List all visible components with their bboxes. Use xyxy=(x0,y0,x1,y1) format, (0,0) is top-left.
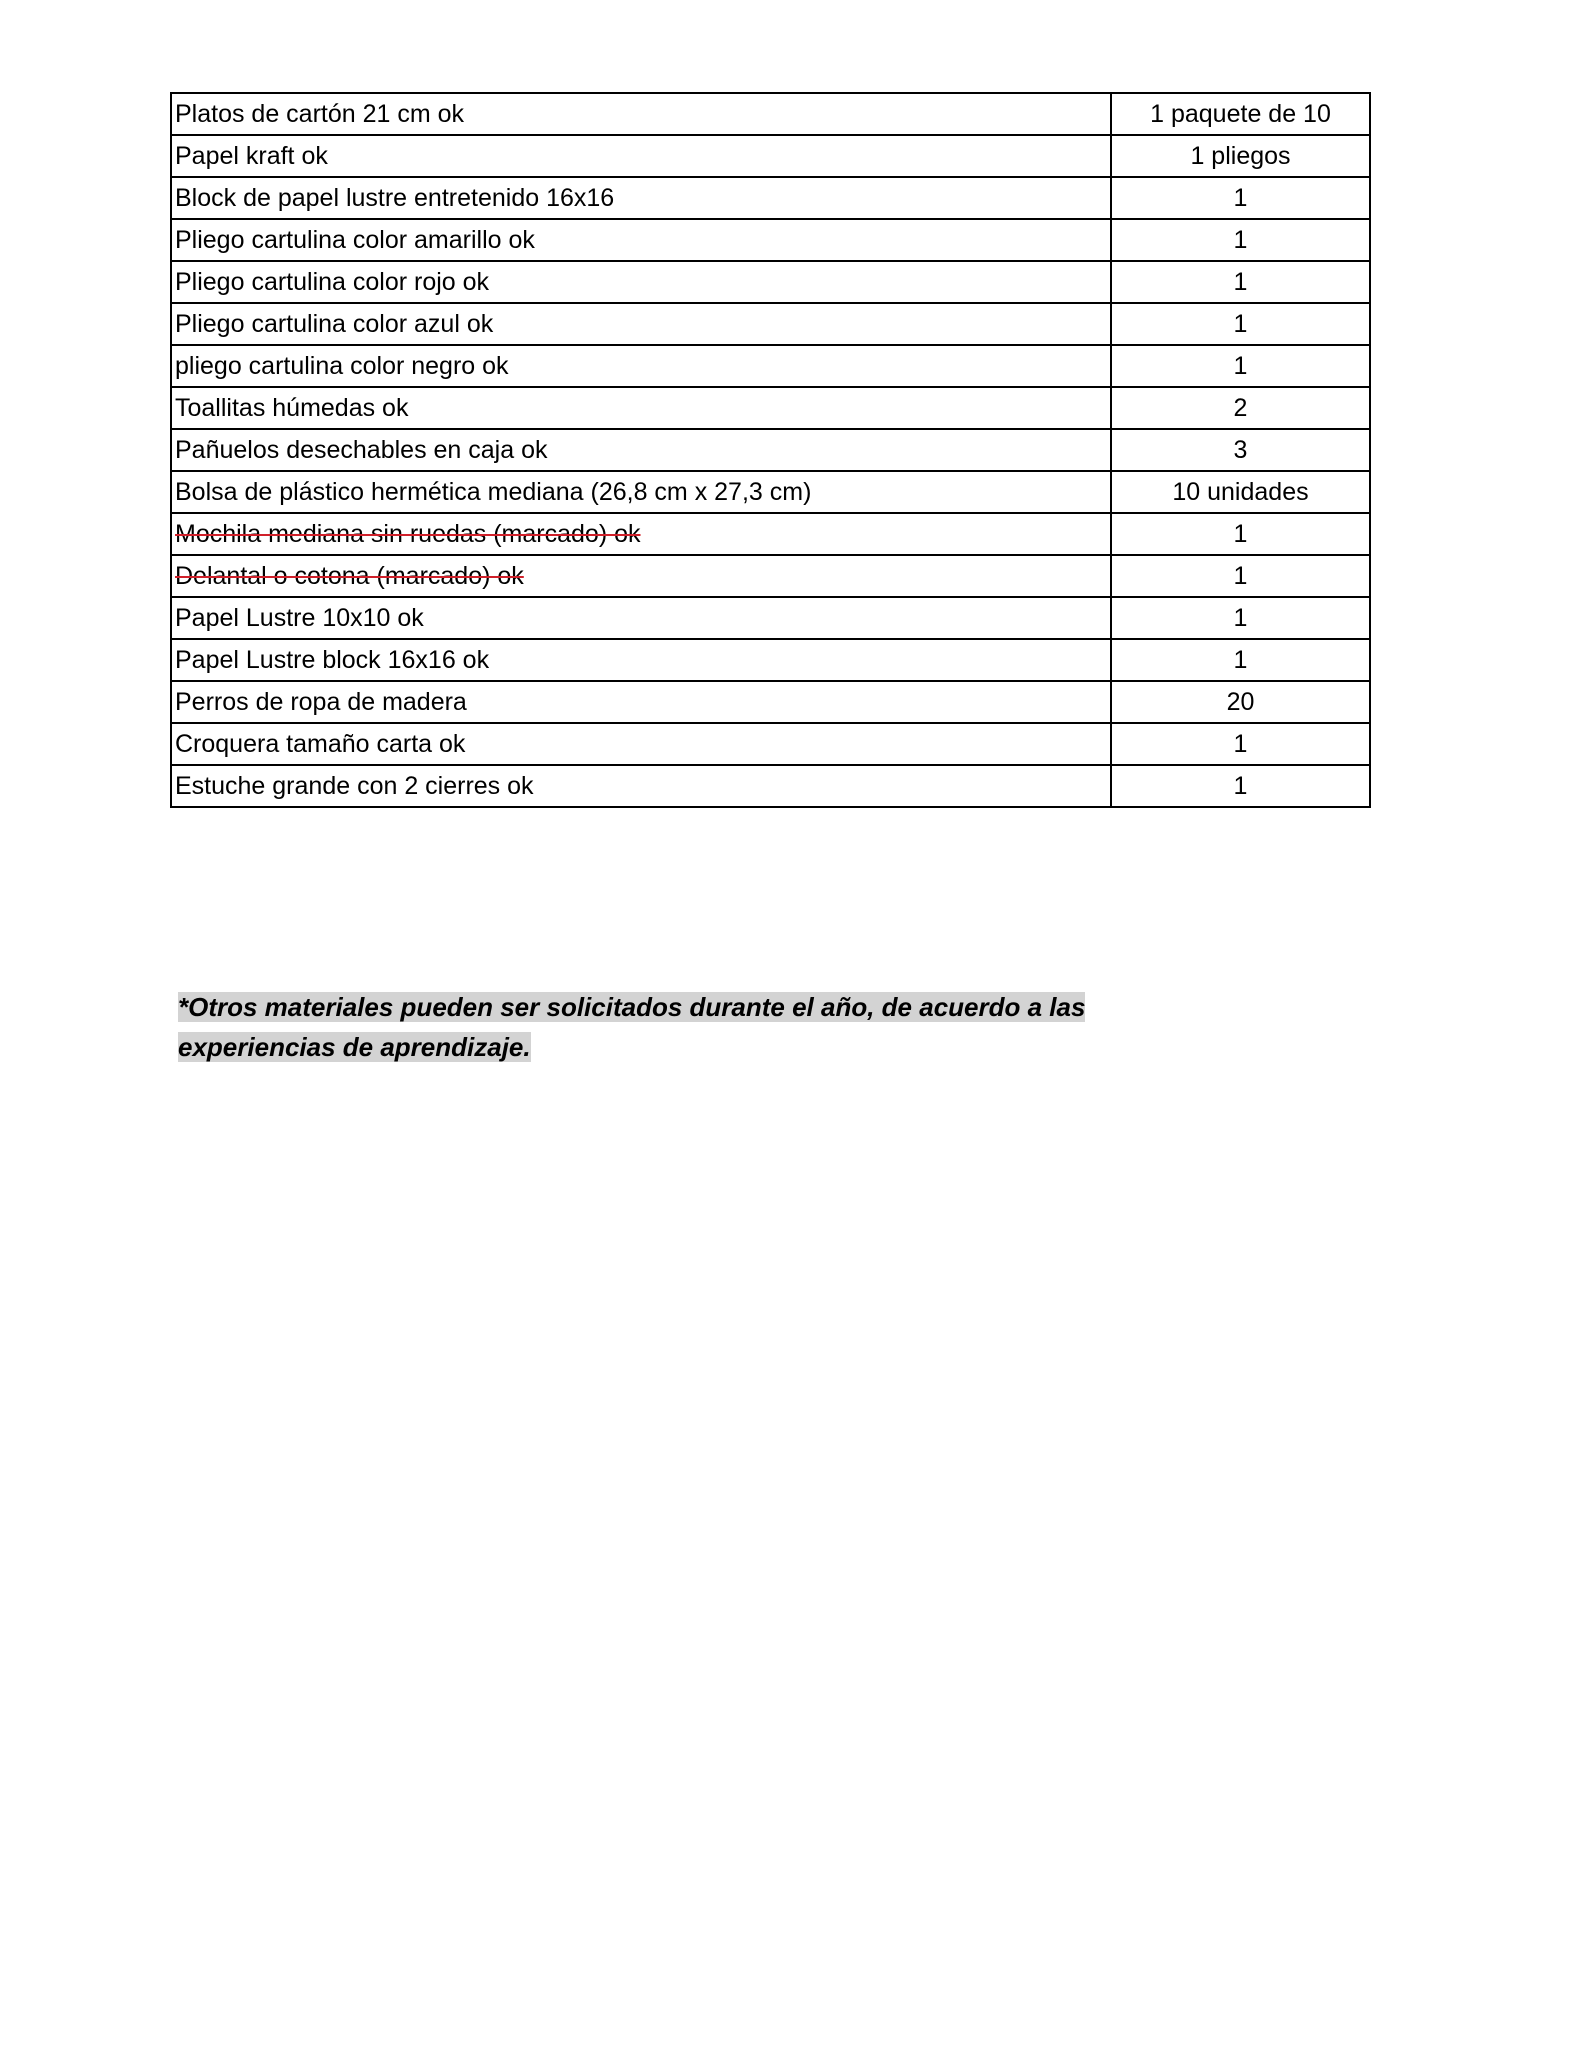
item-cell xyxy=(171,681,1111,723)
table-row xyxy=(171,765,1370,807)
table-row-struck xyxy=(171,513,1370,555)
item-cell xyxy=(171,387,1111,429)
quantity-cell: 2 xyxy=(1111,387,1370,429)
table-row xyxy=(171,93,1370,135)
item-text: Estuche grande con 2 cierres ok xyxy=(175,772,534,800)
quantity-cell: 1 xyxy=(1111,723,1370,765)
quantity-cell: 1 xyxy=(1111,219,1370,261)
table-row xyxy=(171,471,1370,513)
quantity-cell: 1 xyxy=(1111,639,1370,681)
table-row-struck xyxy=(171,555,1370,597)
item-text: Platos de cartón 21 cm ok xyxy=(175,100,465,128)
table-row xyxy=(171,387,1370,429)
item-text: Papel Lustre block 16x16 ok xyxy=(175,646,490,674)
item-text: Perros de ropa de madera xyxy=(175,688,467,716)
table-row xyxy=(171,723,1370,765)
supplies-table xyxy=(170,92,1371,808)
item-text: pliego cartulina color negro ok xyxy=(175,352,509,380)
item-text-struck: Mochila mediana sin ruedas (marcado) ok xyxy=(175,520,641,548)
quantity-cell: 1 paquete de 10 xyxy=(1111,93,1370,135)
table-row xyxy=(171,303,1370,345)
quantity-cell: 1 xyxy=(1111,345,1370,387)
table-row xyxy=(171,639,1370,681)
item-cell xyxy=(171,261,1111,303)
table-row xyxy=(171,429,1370,471)
item-text: Papel Lustre 10x10 ok xyxy=(175,604,424,632)
item-text: Block de papel lustre entretenido 16x16 xyxy=(175,184,615,212)
item-text: Pliego cartulina color rojo ok xyxy=(175,268,490,296)
item-cell xyxy=(171,135,1111,177)
item-cell xyxy=(171,513,1111,555)
quantity-cell: 1 xyxy=(1111,303,1370,345)
footnote xyxy=(178,987,1238,1067)
table-row xyxy=(171,681,1370,723)
table-row xyxy=(171,597,1370,639)
item-cell xyxy=(171,93,1111,135)
item-cell xyxy=(171,765,1111,807)
item-text: Croquera tamaño carta ok xyxy=(175,730,466,758)
item-cell xyxy=(171,555,1111,597)
quantity-cell: 10 unidades xyxy=(1111,471,1370,513)
table-row xyxy=(171,135,1370,177)
quantity-cell: 1 xyxy=(1111,177,1370,219)
item-text: Pliego cartulina color azul ok xyxy=(175,310,494,338)
table-row xyxy=(171,345,1370,387)
quantity-cell: 20 xyxy=(1111,681,1370,723)
item-cell xyxy=(171,723,1111,765)
item-text-struck: Delantal o cotona (marcado) ok xyxy=(175,562,524,590)
quantity-cell: 1 xyxy=(1111,261,1370,303)
item-cell xyxy=(171,471,1111,513)
supplies-table-body xyxy=(171,93,1370,807)
quantity-cell: 1 xyxy=(1111,555,1370,597)
item-text: Papel kraft ok xyxy=(175,142,328,170)
item-cell xyxy=(171,429,1111,471)
quantity-cell: 1 xyxy=(1111,513,1370,555)
item-cell xyxy=(171,303,1111,345)
item-text: Toallitas húmedas ok xyxy=(175,394,409,422)
quantity-cell: 1 xyxy=(1111,597,1370,639)
table-row xyxy=(171,219,1370,261)
quantity-cell: 1 pliegos xyxy=(1111,135,1370,177)
item-cell xyxy=(171,597,1111,639)
item-text: Bolsa de plástico hermética mediana (26,8 cm x 27,3 cm) xyxy=(175,478,812,506)
item-text: Pañuelos desechables en caja ok xyxy=(175,436,548,464)
item-cell xyxy=(171,177,1111,219)
quantity-cell: 3 xyxy=(1111,429,1370,471)
item-cell xyxy=(171,345,1111,387)
table-row xyxy=(171,177,1370,219)
item-text: Pliego cartulina color amarillo ok xyxy=(175,226,535,254)
item-cell xyxy=(171,639,1111,681)
footnote-text: *Otros materiales pueden ser solicitados durante el año, de acuerdo a las experiencias de aprendizaje. xyxy=(178,992,1086,1062)
item-cell xyxy=(171,219,1111,261)
table-row xyxy=(171,261,1370,303)
quantity-cell: 1 xyxy=(1111,765,1370,807)
